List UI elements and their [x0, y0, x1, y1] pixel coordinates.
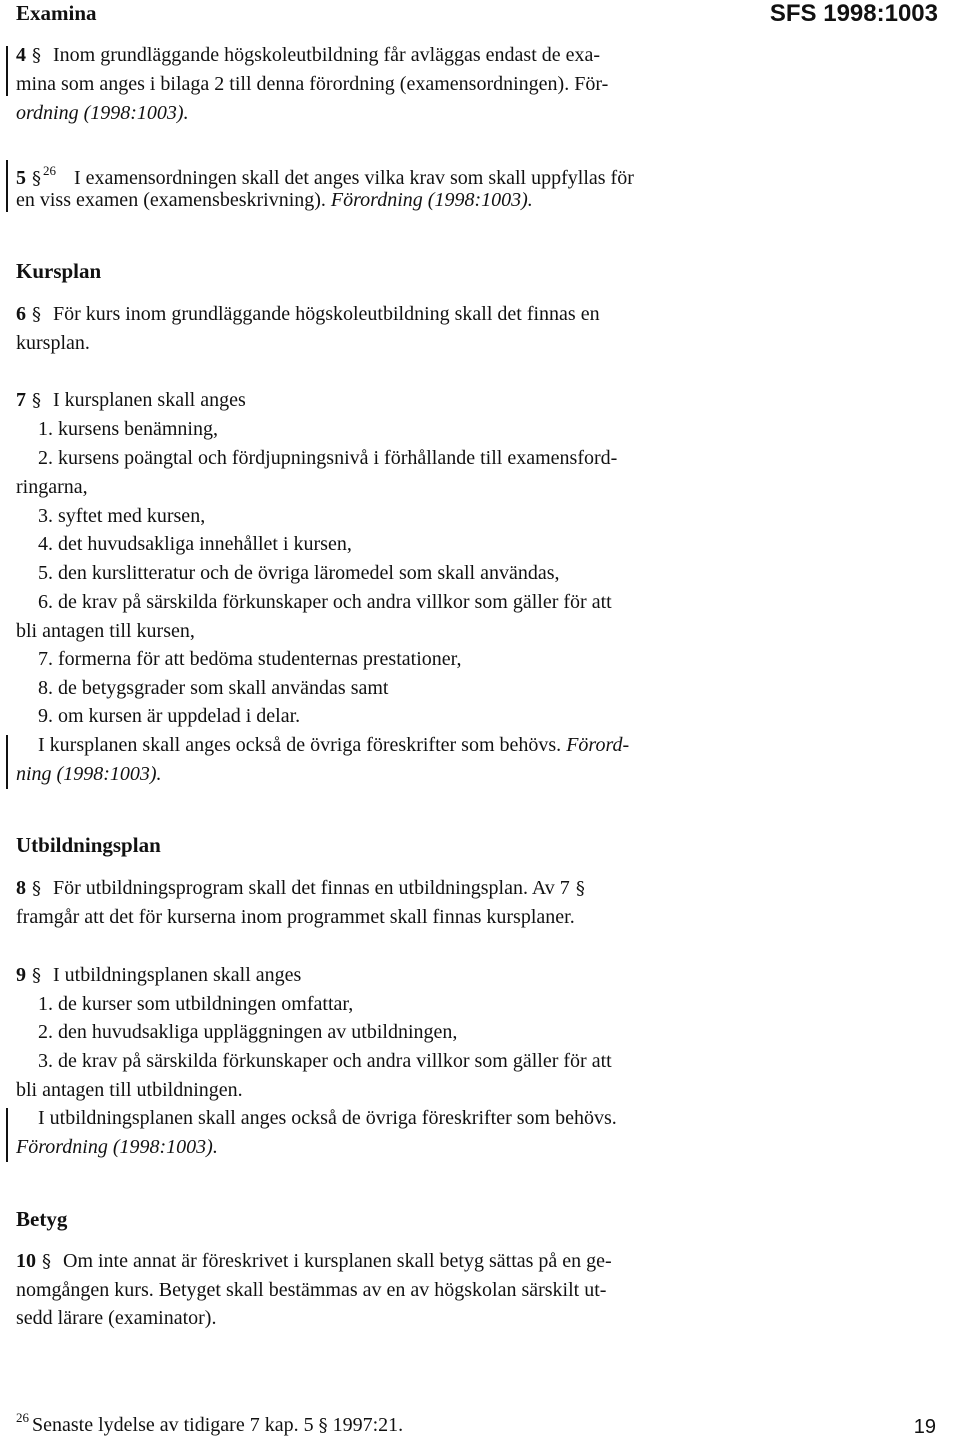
section-sign: § — [575, 878, 585, 899]
paragraph-text: För kurs inom grundläggande högskoleutbildning skall det finnas en — [53, 303, 600, 325]
section-sign: § — [42, 1251, 51, 1272]
change-bar-s9 — [6, 1108, 8, 1162]
heading-kursplan: Kursplan — [16, 259, 102, 283]
paragraph-number: 10 — [16, 1250, 36, 1272]
paragraph-10-line1 — [16, 1247, 612, 1276]
paragraph-4-line1 — [16, 41, 600, 70]
change-bar-s4 — [6, 46, 8, 96]
paragraph-text: ordning (1998:1003). — [16, 102, 189, 124]
paragraph-text: I kursplanen skall anges också de övriga föreskrifter som behövs. — [38, 734, 567, 756]
paragraph-number: 7 — [16, 389, 26, 411]
page-number: 19 — [913, 1416, 936, 1438]
footnote-ref: 26 — [43, 163, 56, 178]
paragraph-5-line2 — [16, 186, 533, 214]
paragraph-8-line2: framgår att det för kurserna inom programmet skall finnas kursplaner. — [16, 906, 575, 928]
section-sign: § — [32, 304, 41, 325]
change-bar-s7 — [6, 735, 8, 789]
paragraph-10-line3: sedd lärare (examinator). — [16, 1307, 217, 1329]
paragraph-7-closing1 — [38, 731, 629, 759]
citation: Förordning (1998:1003). — [330, 189, 533, 211]
paragraph-9-closing1: I utbildningsplanen skall anges också de övriga föreskrifter som behövs. — [38, 1107, 617, 1129]
paragraph-text: kursplan. — [16, 332, 90, 354]
footnote — [16, 1410, 403, 1437]
paragraph-text: Inom grundläggande högskoleutbildning får avläggas endast de exa- — [53, 44, 601, 66]
paragraph-text: I kursplanen skall anges — [53, 389, 246, 411]
list-item: 3. de krav på särskilda förkunskaper och andra villkor som gäller för att — [38, 1050, 612, 1072]
list-item: 2. kursens poängtal och fördjupningsnivå i förhållande till examensford- — [38, 447, 618, 469]
paragraph-10-line2: nomgången kurs. Betyget skall bestämmas av en av högskolan särskilt ut- — [16, 1279, 607, 1301]
paragraph-9-intro — [16, 961, 301, 990]
paragraph-text: en viss examen (examensbeskrivning). — [16, 189, 331, 211]
list-item-continuation: bli antagen till kursen, — [16, 620, 195, 642]
section-sign: § — [32, 45, 41, 66]
paragraph-6-line1 — [16, 300, 600, 329]
section-sign: § — [32, 168, 41, 189]
list-item: 4. det huvudsakliga innehållet i kursen, — [38, 533, 352, 555]
paragraph-4-line2 — [16, 70, 608, 98]
paragraph-number: 9 — [16, 964, 26, 986]
paragraph-7-intro — [16, 386, 246, 415]
paragraph-text: Om inte annat är föreskrivet i kursplanen skall betyg sättas på en ge- — [63, 1250, 612, 1272]
list-item: 3. syftet med kursen, — [38, 505, 206, 527]
paragraph-8-line1 — [16, 874, 585, 903]
paragraph-text: I examensordningen skall det anges vilka krav som skall uppfyllas för — [74, 167, 634, 189]
paragraph-number: 4 — [16, 44, 26, 66]
list-item-continuation: ringarna, — [16, 476, 88, 498]
paragraph-text: mina som anges i bilaga 2 till denna förordning (examensordningen). För- — [16, 73, 609, 95]
paragraph-text: För utbildningsprogram skall det finnas en utbildningsplan. Av 7 — [53, 877, 570, 899]
paragraph-text: I utbildningsplanen skall anges — [53, 964, 302, 986]
list-item: 2. den huvudsakliga uppläggningen av utbildningen, — [38, 1021, 458, 1043]
section-sign: § — [318, 1415, 328, 1436]
list-item: 1. kursens benämning, — [38, 418, 218, 440]
paragraph-7-closing2: ning (1998:1003). — [16, 763, 162, 785]
change-bar-s5 — [6, 160, 8, 212]
paragraph-number: 5 — [16, 167, 26, 189]
footnote-text: 1997:21. — [327, 1414, 404, 1436]
heading-utbildningsplan: Utbildningsplan — [16, 833, 161, 857]
paragraph-6-line2 — [16, 329, 90, 357]
list-item: 5. den kurslitteratur och de övriga läromedel som skall användas, — [38, 562, 560, 584]
section-sign: § — [32, 965, 41, 986]
citation: Förord- — [566, 734, 630, 756]
list-item: 8. de betygsgrader som skall användas samt — [38, 677, 389, 699]
footnote-number: 26 — [16, 1410, 29, 1425]
running-head: Examina — [16, 1, 97, 25]
paragraph-9-closing2: Förordning (1998:1003). — [16, 1136, 218, 1158]
paragraph-4-line3 — [16, 99, 189, 127]
heading-betyg: Betyg — [16, 1207, 68, 1231]
list-item: 6. de krav på särskilda förkunskaper och andra villkor som gäller för att — [38, 591, 612, 613]
list-item-continuation: bli antagen till utbildningen. — [16, 1079, 243, 1101]
section-sign: § — [32, 878, 41, 899]
list-item: 9. om kursen är uppdelad i delar. — [38, 705, 301, 727]
sfs-number: SFS 1998:1003 — [769, 0, 938, 27]
list-item: 1. de kurser som utbildningen omfattar, — [38, 993, 354, 1015]
footnote-text: Senaste lydelse av tidigare 7 kap. 5 — [32, 1414, 319, 1436]
section-sign: § — [32, 390, 41, 411]
paragraph-number: 6 — [16, 303, 26, 325]
paragraph-number: 8 — [16, 877, 26, 899]
list-item: 7. formerna för att bedöma studenternas prestationer, — [38, 648, 462, 670]
